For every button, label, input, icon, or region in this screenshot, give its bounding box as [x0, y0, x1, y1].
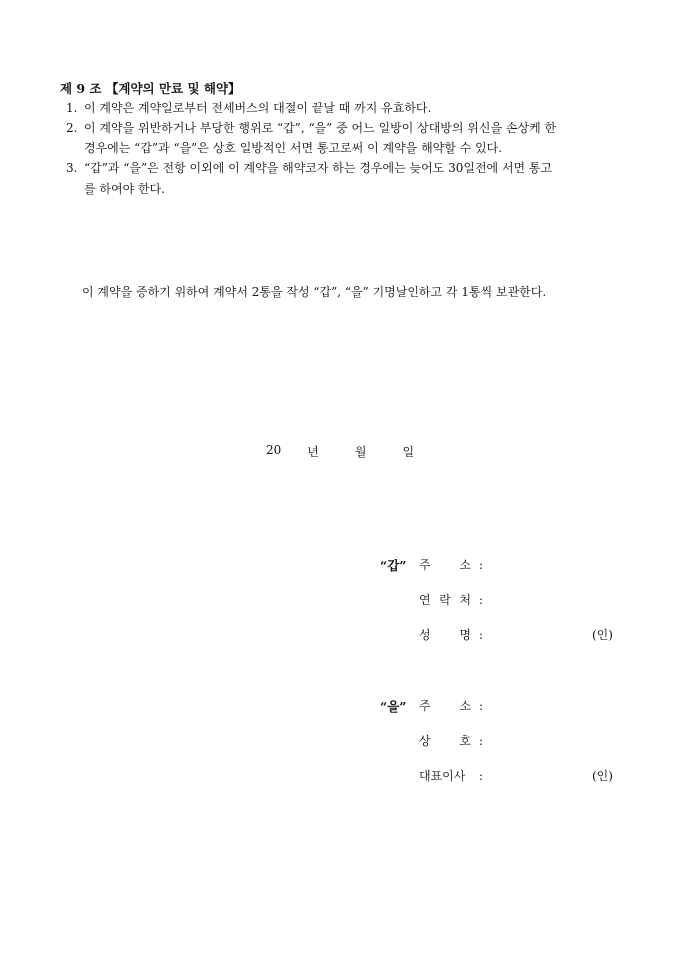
- closing-statement: 이 계약을 증하기 위하여 계약서 2통을 작성 “갑”, “을” 기명날인하고 각 1통씩 보관한다.: [82, 285, 547, 299]
- clause-3-continuation: 를 하여야 한다.: [84, 182, 165, 196]
- clause-number: 3.: [66, 161, 78, 175]
- clause-2: [66, 119, 556, 138]
- clause-text: 이 계약은 계약일로부터 전세버스의 대절이 끝날 때 까지 유효하다.: [84, 101, 432, 115]
- date-year-prefix: 20: [265, 443, 282, 457]
- party-b-ceo-row: 대표이사 :: [419, 769, 484, 783]
- contract-date: [0, 443, 680, 460]
- date-day: 일: [402, 445, 415, 459]
- party-a-address-row: 주 소 :: [419, 558, 484, 572]
- party-b-label: “을”: [380, 699, 407, 714]
- party-b-company-row: 상 호 :: [419, 734, 484, 748]
- party-a-name-row: 성 명 :: [419, 628, 484, 642]
- clause-number: 2.: [66, 121, 78, 135]
- date-year: 년: [307, 445, 319, 459]
- clause-text: 이 계약을 위반하거나 부당한 행위로 “갑”, “을” 중 어느 일방이 상대방의 위신을 손상케 한: [84, 121, 557, 135]
- clause-1: [66, 99, 431, 118]
- clause-number: 1.: [66, 101, 78, 115]
- clause-3: [66, 159, 552, 178]
- clause-2-continuation: 경우에는 “갑”과 “을”은 상호 일방적인 서면 통고로써 이 계약을 해약할 수 있다.: [84, 141, 503, 155]
- party-b-seal: (인): [592, 769, 613, 783]
- article-title: 제 9 조 【계약의 만료 및 해약】: [60, 81, 241, 96]
- party-a-contact-row: 연 락 처 :: [419, 593, 484, 607]
- clause-text: “갑”과 “을”은 전항 이외에 이 계약을 해약코자 하는 경우에는 늦어도 30일전에 서면 통고: [84, 161, 553, 175]
- date-month: 월: [354, 445, 367, 459]
- party-a-seal: (인): [592, 628, 613, 642]
- party-b-address-row: 주 소 :: [419, 699, 484, 713]
- party-a-label: “갑”: [380, 558, 407, 573]
